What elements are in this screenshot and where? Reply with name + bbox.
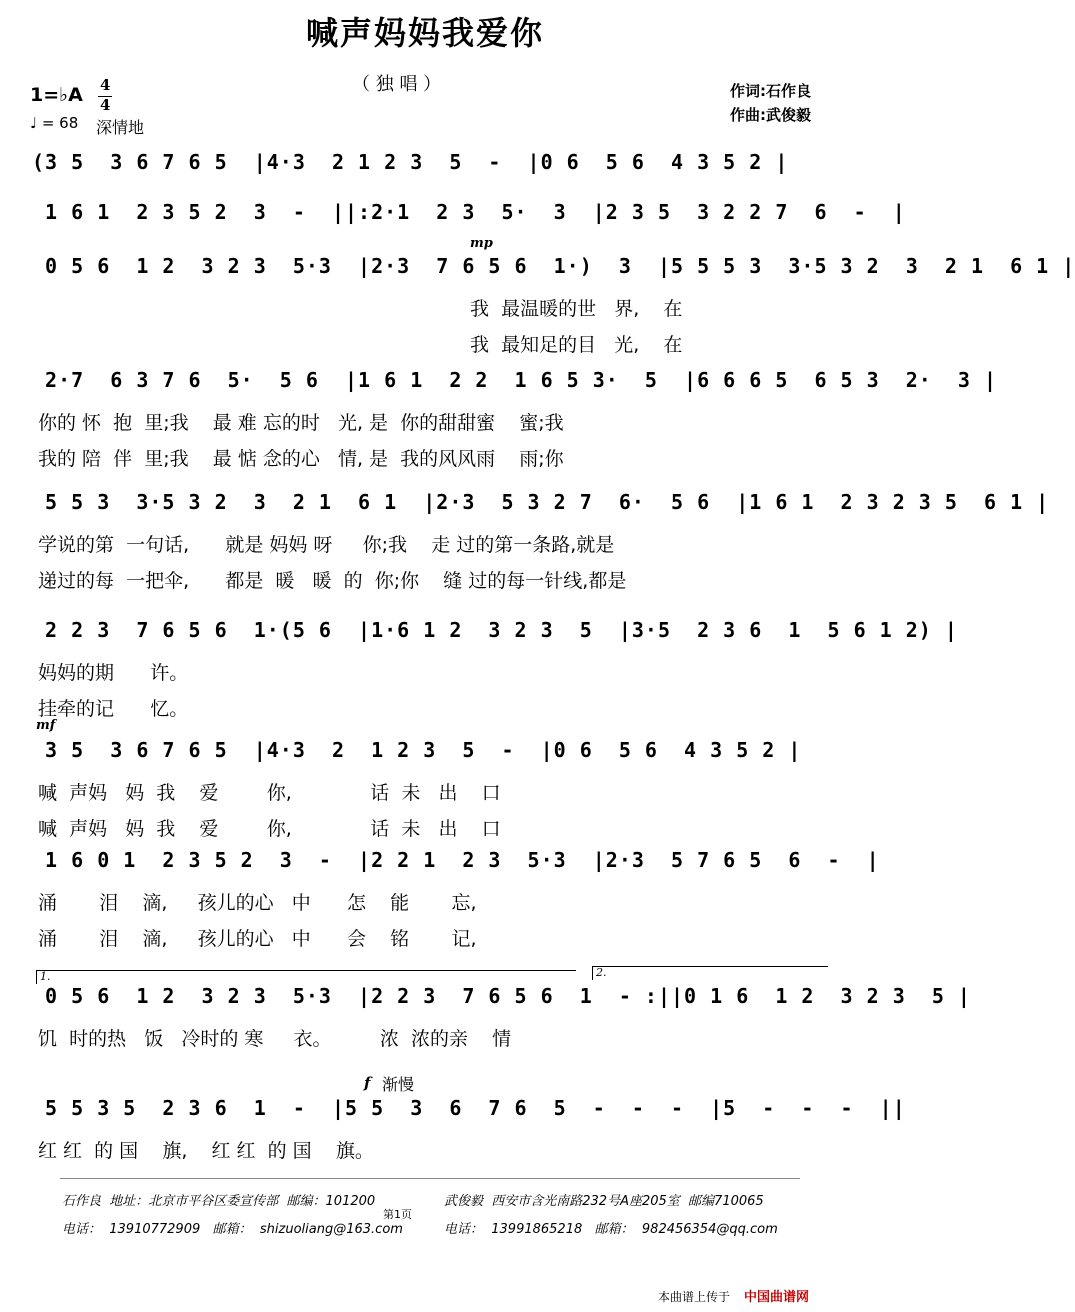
volta-1-label: 1. [40,970,51,983]
notation-row: 5 5 3 5 2 3 6 1 - |5 5 3 6 7 6 5 - - - |5 - - - || [32,1096,906,1120]
key-signature: 1=♭A [30,84,83,106]
expression-marking: 深情地 [96,118,145,137]
notation-row: 1 6 0 1 2 3 5 2 3 - |2 2 1 2 3 5·3 |2·3 5 7 6 5 6 - | [32,848,880,872]
lyric-line: 涌 泪 滴, 孩儿的心 中 会 铭 记, [38,928,477,950]
notation-row: 0 5 6 1 2 3 2 3 5·3 |2·3 7 6 5 6 1·) 3 |5 5 5 3 3·5 3 2 3 2 1 6 1 | [32,254,1075,278]
song-title: 喊声妈妈我爱你 [305,14,544,52]
time-signature-bottom: 4 [100,96,111,114]
footer-composer-address: 武俊毅 西安市含光南路232号A座205室 邮编710065 [444,1194,764,1209]
footer-composer-contact: 电话： 13991865218 邮箱： 982456354@qq.com [444,1222,778,1237]
dynamic-mf: mf [36,718,56,733]
lyric-line: 喊 声妈 妈 我 爱 你, 话 未 出 口 [38,818,501,840]
lyric-line: 挂牵的记 忆。 [38,698,189,720]
lyricist-credit: 作词:石作良 [730,82,811,100]
footer-lyricist-contact: 电话： 13910772909 邮箱： shizuoliang@163.com [62,1222,403,1237]
ritardando-marking: 渐慢 [382,1075,415,1094]
lyric-line: 递过的每 一把伞, 都是 暖 暖 的 你;你 缝 过的每一针线,都是 [38,570,627,592]
notation-row: 2 2 3 7 6 5 6 1·(5 6 |1·6 1 2 3 2 3 5 |3·5 2 3 6 1 5 6 1 2) | [32,618,958,642]
lyric-line: 喊 声妈 妈 我 爱 你, 话 未 出 口 [38,782,501,804]
lyric-line: 饥 时的热 饭 冷时的 寒 衣。 浓 浓的亲 情 [38,1028,512,1050]
upload-note: 本曲谱上传于 [658,1290,731,1304]
lyric-line: 涌 泪 滴, 孩儿的心 中 怎 能 忘, [38,892,477,914]
site-logo: 中国曲谱网 [744,1290,810,1305]
notation-row: 0 5 6 1 2 3 2 3 5·3 |2 2 3 7 6 5 6 1 - :||0 1 6 1 2 3 2 3 5 | [32,984,971,1008]
lyric-line: 妈妈的期 许。 [38,662,189,684]
notation-row: 2·7 6 3 7 6 5· 5 6 |1 6 1 2 2 1 6 5 3· 5 |6 6 6 5 6 5 3 2· 3 | [32,368,998,392]
dynamic-f: f [364,1074,371,1092]
lyric-line: 我 最知足的目 光, 在 [470,334,683,356]
composer-credit: 作曲:武俊毅 [730,106,811,124]
dynamic-mp: mp [470,236,493,251]
volta-1-edge [36,970,37,984]
notation-row: 1 6 1 2 3 5 2 3 - ||:2·1 2 3 5· 3 |2 3 5 3 2 2 7 6 - | [32,200,906,224]
lyric-line: 我 最温暖的世 界, 在 [470,298,683,320]
notation-row: (3 5 3 6 7 6 5 |4·3 2 1 2 3 5 - |0 6 5 6 4 3 5 2 | [32,150,789,174]
volta-1-bracket [36,970,576,971]
page-number: 第1页 [383,1208,412,1221]
tempo-marking: ♩ = 68 [30,114,79,132]
footer-lyricist-address: 石作良 地址：北京市平谷区委宣传部 邮编：101200 [62,1194,376,1209]
notation-row: 3 5 3 6 7 6 5 |4·3 2 1 2 3 5 - |0 6 5 6 4 3 5 2 | [32,738,802,762]
volta-2-bracket [592,966,828,967]
volta-2-label: 2. [596,966,607,979]
time-signature-top: 4 [100,76,111,94]
lyric-line: 你的 怀 抱 里;我 最 难 忘的时 光, 是 你的甜甜蜜 蜜;我 [38,412,564,434]
performance-subtitle: （ 独 唱 ） [352,74,442,95]
lyric-line: 我的 陪 伴 里;我 最 惦 念的心 情, 是 我的风风雨 雨;你 [38,448,564,470]
lyric-line: 学说的第 一句话, 就是 妈妈 呀 你;我 走 过的第一条路,就是 [38,534,615,556]
footer-rule [60,1178,800,1179]
notation-row: 5 5 3 3·5 3 2 3 2 1 6 1 |2·3 5 3 2 7 6· 5 6 |1 6 1 2 3 2 3 5 6 1 | [32,490,1050,514]
lyric-line: 红 红 的 国 旗, 红 红 的 国 旗。 [38,1140,374,1162]
volta-2-edge [592,966,593,980]
